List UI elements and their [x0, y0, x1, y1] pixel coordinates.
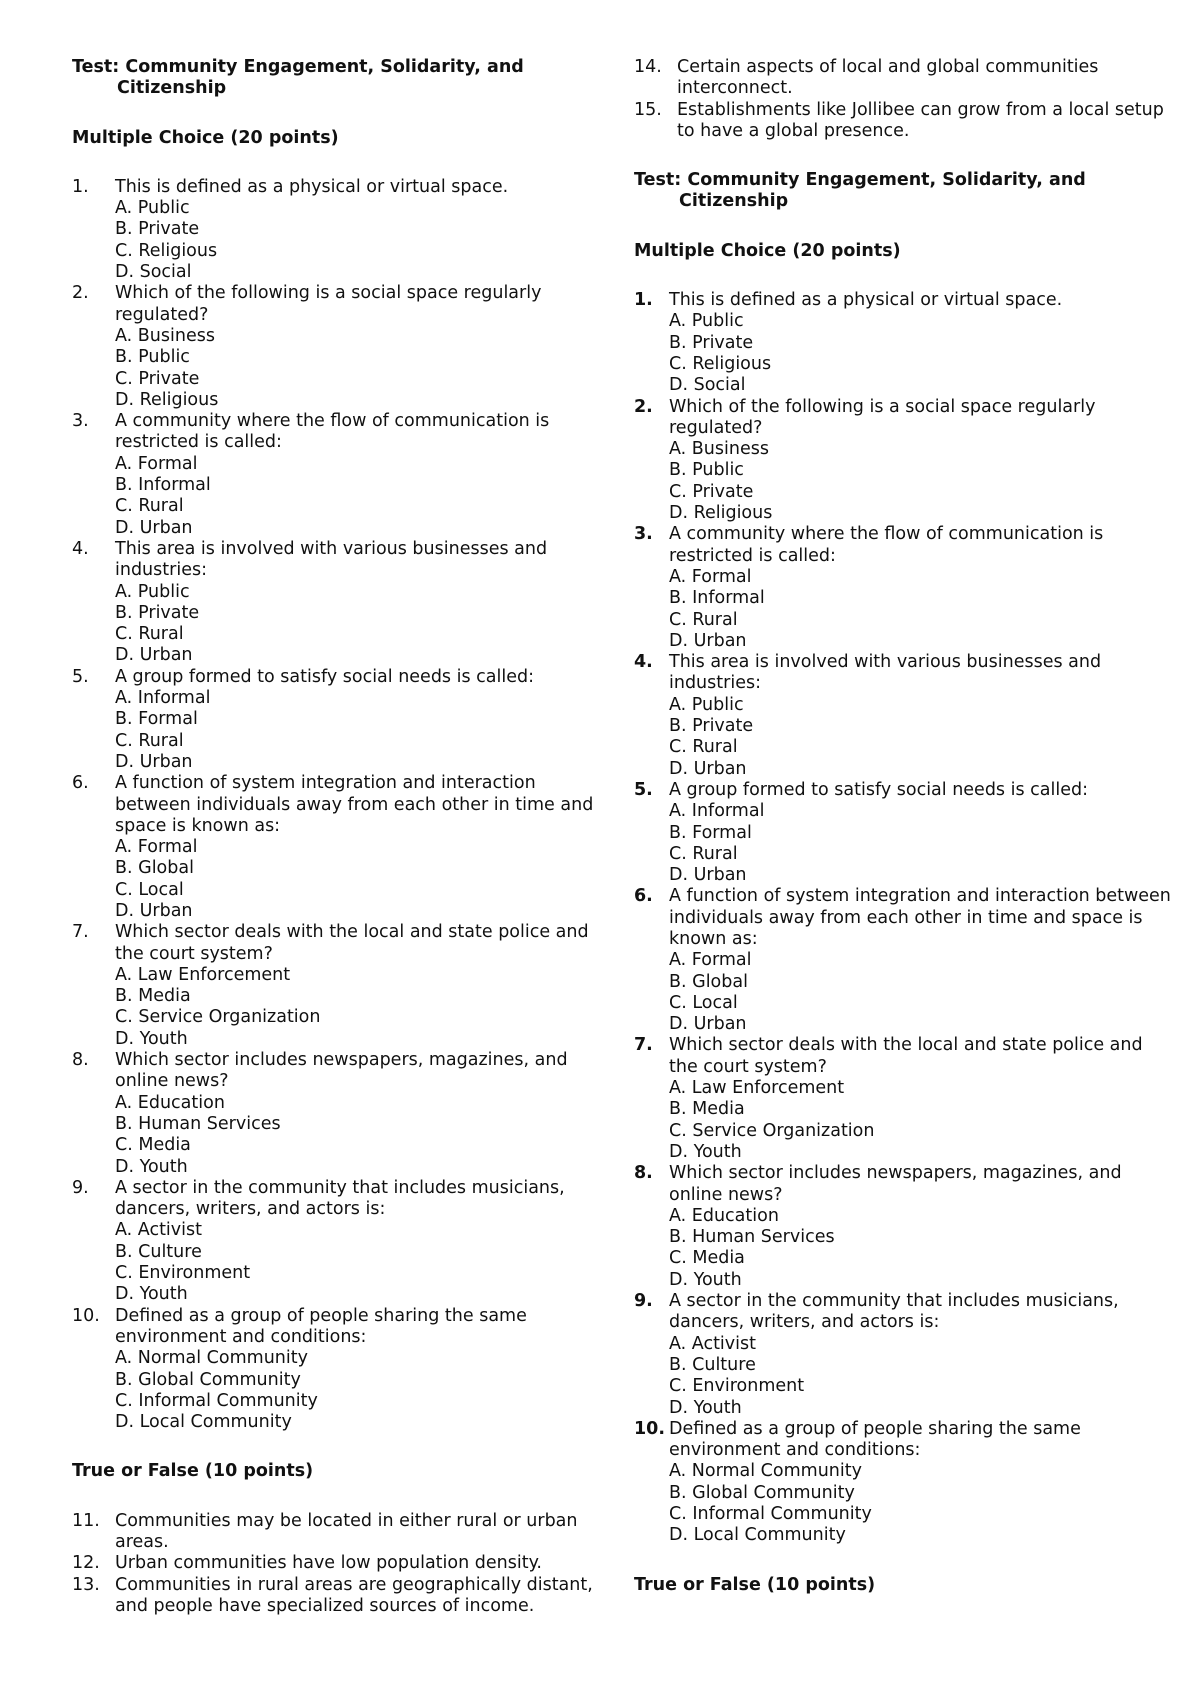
answer-option: D. Youth: [669, 1269, 742, 1290]
question-text: Defined as a group of people sharing the same environment and conditions:: [115, 1305, 527, 1347]
answer-option: A. Public: [115, 198, 190, 219]
question-text: This area is involved with various businesses and industries:: [115, 538, 548, 581]
answer-option: C. Informal Community: [115, 1390, 318, 1411]
answer-option: D. Religious: [115, 389, 219, 410]
question-text: Which of the following is a social space regularly regulated?: [669, 396, 1096, 438]
question-item: [634, 1291, 1174, 1419]
question-number: 9.: [634, 1291, 653, 1312]
question-item: [634, 290, 1174, 396]
question-item: [72, 667, 602, 773]
answer-option: A. Activist: [115, 1220, 202, 1241]
answer-option: B. Informal: [669, 588, 765, 609]
answer-option: B. Human Services: [115, 1113, 281, 1134]
answer-option: A. Informal: [115, 688, 211, 709]
answer-option: C. Private: [115, 368, 200, 389]
answer-option: A. Public: [115, 581, 190, 602]
answer-option: C. Media: [115, 1135, 191, 1156]
right-column: [634, 57, 1174, 1596]
answer-option: C. Media: [669, 1248, 745, 1269]
question-text: This is defined as a physical or virtual space.: [115, 176, 509, 197]
answer-option: A. Formal: [115, 453, 198, 474]
answer-option: D. Urban: [115, 900, 193, 921]
answer-option: C. Service Organization: [669, 1120, 875, 1141]
question-number: 11.: [72, 1510, 100, 1531]
question-number: 15.: [634, 99, 662, 120]
question-item: [634, 886, 1174, 1035]
question-number: 4.: [72, 538, 89, 559]
question-item: [72, 1050, 602, 1178]
answer-option: D. Local Community: [669, 1525, 846, 1546]
answer-option: B. Media: [115, 986, 191, 1007]
answer-option: C. Environment: [115, 1263, 251, 1284]
question-text: Which sector includes newspapers, magazines, and online news?: [115, 1050, 568, 1092]
question-text: A function of system integration and interaction between individuals away from each other in time and space is known as:: [669, 886, 1171, 949]
test-title: Test: Community Engagement, Solidarity, and Citizenship: [634, 170, 1086, 212]
question-item: [634, 1163, 1174, 1291]
question-item: [634, 780, 1174, 886]
question-number: 4.: [634, 652, 653, 673]
true-false-list-continued: [634, 57, 1174, 142]
question-text: Communities may be located in either rural or urban areas.: [115, 1510, 578, 1552]
answer-option: C. Private: [669, 481, 754, 502]
answer-option: B. Global Community: [669, 1482, 855, 1503]
answer-option: B. Private: [115, 219, 200, 240]
answer-option: C. Service Organization: [115, 1007, 321, 1028]
answer-option: B. Private: [669, 332, 754, 353]
answer-option: B. Private: [669, 716, 754, 737]
question-number: 10.: [72, 1305, 100, 1326]
answer-option: D. Urban: [115, 645, 193, 666]
question-number: 5.: [72, 666, 89, 687]
question-item: [72, 922, 602, 1050]
question-text: Communities in rural areas are geographically distant, and people have specialized sources of income.: [115, 1574, 593, 1616]
question-number: 2.: [634, 396, 653, 417]
answer-option: B. Culture: [115, 1241, 202, 1262]
answer-option: B. Public: [115, 347, 190, 368]
question-item: [634, 57, 1174, 100]
question-text: A function of system integration and interaction between individuals away from each other in time and space is known as:: [115, 773, 594, 836]
answer-option: C. Rural: [669, 737, 738, 758]
question-item: [634, 1419, 1174, 1547]
answer-option: B. Informal: [115, 475, 211, 496]
answer-option: A. Informal: [669, 801, 765, 822]
question-item: [634, 397, 1174, 525]
answer-option: A. Business: [669, 439, 769, 460]
question-item: [634, 1035, 1174, 1163]
question-text: Defined as a group of people sharing the same environment and conditions:: [669, 1418, 1081, 1461]
question-number: 3.: [634, 524, 653, 545]
answer-option: B. Global: [115, 858, 194, 879]
question-text: Which of the following is a social space regularly regulated?: [115, 283, 542, 325]
answer-option: A. Public: [669, 694, 744, 715]
answer-option: B. Formal: [115, 709, 198, 730]
question-text: A sector in the community that includes musicians, dancers, writers, and actors is:: [115, 1177, 565, 1220]
answer-option: A. Public: [669, 311, 744, 332]
answer-option: C. Rural: [115, 730, 184, 751]
left-column: [72, 57, 602, 1617]
question-item: [72, 411, 602, 539]
answer-option: D. Urban: [669, 630, 747, 651]
question-item: [634, 652, 1174, 780]
answer-option: D. Youth: [115, 1028, 188, 1049]
answer-option: C. Rural: [669, 609, 738, 630]
answer-option: D. Local Community: [115, 1412, 292, 1433]
question-number: 6.: [72, 773, 89, 794]
answer-option: B. Public: [669, 460, 744, 481]
answer-option: C. Informal Community: [669, 1504, 872, 1524]
question-number: 14.: [634, 57, 662, 77]
answer-option: D. Youth: [115, 1284, 188, 1305]
question-text: Which sector deals with the local and state police and the court system?: [115, 922, 589, 964]
question-number: 13.: [72, 1574, 100, 1595]
answer-option: A. Education: [115, 1092, 225, 1113]
multiple-choice-list: [634, 290, 1174, 1547]
question-item: [72, 1511, 602, 1554]
answer-option: C. Local: [669, 992, 738, 1013]
answer-option: C. Rural: [115, 496, 184, 517]
question-number: 1.: [634, 290, 653, 311]
answer-option: A. Law Enforcement: [115, 964, 291, 985]
question-text: This is defined as a physical or virtual space.: [669, 290, 1063, 311]
answer-option: D. Social: [115, 262, 192, 283]
answer-option: A. Law Enforcement: [669, 1078, 845, 1099]
answer-option: D. Youth: [115, 1156, 188, 1177]
question-text: A group formed to satisfy social needs is called:: [115, 666, 535, 687]
question-number: 3.: [72, 411, 89, 432]
answer-option: C. Religious: [669, 353, 772, 374]
question-number: 8.: [72, 1050, 89, 1071]
question-number: 10.: [634, 1418, 666, 1439]
answer-option: B. Formal: [669, 822, 752, 843]
question-number: 9.: [72, 1177, 89, 1198]
question-text: A sector in the community that includes musicians, dancers, writers, and actors is:: [669, 1291, 1119, 1333]
question-text: This area is involved with various businesses and industries:: [669, 652, 1102, 694]
question-number: 5.: [634, 779, 653, 800]
answer-option: B. Private: [115, 602, 200, 623]
question-item: [72, 1306, 602, 1434]
answer-option: A. Normal Community: [115, 1348, 308, 1369]
answer-option: D. Urban: [115, 517, 193, 538]
answer-option: C. Rural: [669, 843, 738, 864]
answer-option: A. Formal: [669, 950, 752, 971]
multiple-choice-heading: Multiple Choice (20 points): [72, 127, 339, 148]
question-item: [72, 539, 602, 667]
question-number: 8.: [634, 1163, 653, 1184]
question-number: 12.: [72, 1553, 100, 1574]
answer-option: A. Formal: [669, 566, 752, 587]
question-number: 6.: [634, 886, 653, 907]
answer-option: A. Business: [115, 325, 215, 346]
question-text: A community where the flow of communication is restricted is called:: [115, 411, 550, 453]
multiple-choice-heading: Multiple Choice (20 points): [634, 240, 901, 261]
question-item: [634, 100, 1174, 143]
question-item: [634, 524, 1174, 652]
answer-option: D. Urban: [669, 1014, 747, 1035]
question-text: A group formed to satisfy social needs is called:: [669, 779, 1089, 800]
question-item: [72, 773, 602, 922]
answer-option: B. Media: [669, 1099, 745, 1120]
answer-option: D. Youth: [669, 1141, 742, 1162]
answer-option: D. Urban: [669, 865, 747, 886]
answer-option: C. Rural: [115, 624, 184, 645]
answer-option: B. Culture: [669, 1354, 756, 1375]
question-item: [72, 1178, 602, 1306]
answer-option: D. Social: [669, 375, 746, 396]
question-number: 7.: [72, 922, 89, 943]
answer-option: B. Human Services: [669, 1227, 835, 1248]
answer-option: A. Activist: [669, 1333, 756, 1354]
question-item: [72, 177, 602, 283]
multiple-choice-list: [72, 177, 602, 1434]
true-false-heading: True or False (10 points): [634, 1574, 876, 1595]
question-item: [72, 1575, 602, 1618]
answer-option: D. Youth: [669, 1397, 742, 1418]
question-number: 2.: [72, 283, 89, 304]
question-text: Certain aspects of local and global communities interconnect.: [677, 57, 1099, 99]
answer-option: C. Environment: [669, 1376, 805, 1397]
question-number: 1.: [72, 176, 89, 197]
question-item: [72, 283, 602, 411]
question-text: Which sector includes newspapers, magazines, and online news?: [669, 1163, 1122, 1205]
true-false-list: [72, 1511, 602, 1617]
question-number: 7.: [634, 1035, 653, 1056]
answer-option: A. Formal: [115, 837, 198, 858]
question-item: [72, 1553, 602, 1574]
answer-option: D. Urban: [115, 751, 193, 772]
answer-option: C. Local: [115, 879, 184, 900]
answer-option: C. Religious: [115, 240, 218, 261]
answer-option: D. Religious: [669, 503, 773, 524]
true-false-heading: True or False (10 points): [72, 1461, 314, 1482]
question-text: Urban communities have low population density.: [115, 1553, 542, 1574]
question-text: Establishments like Jollibee can grow from a local setup to have a global presence.: [677, 99, 1164, 141]
answer-option: A. Normal Community: [669, 1461, 862, 1482]
answer-option: B. Global: [669, 971, 748, 992]
answer-option: D. Urban: [669, 758, 747, 779]
answer-option: B. Global Community: [115, 1369, 301, 1390]
question-text: A community where the flow of communication is restricted is called:: [669, 524, 1104, 566]
question-text: Which sector deals with the local and state police and the court system?: [669, 1035, 1143, 1077]
answer-option: A. Education: [669, 1205, 779, 1226]
test-title: Test: Community Engagement, Solidarity, and Citizenship: [72, 57, 524, 99]
